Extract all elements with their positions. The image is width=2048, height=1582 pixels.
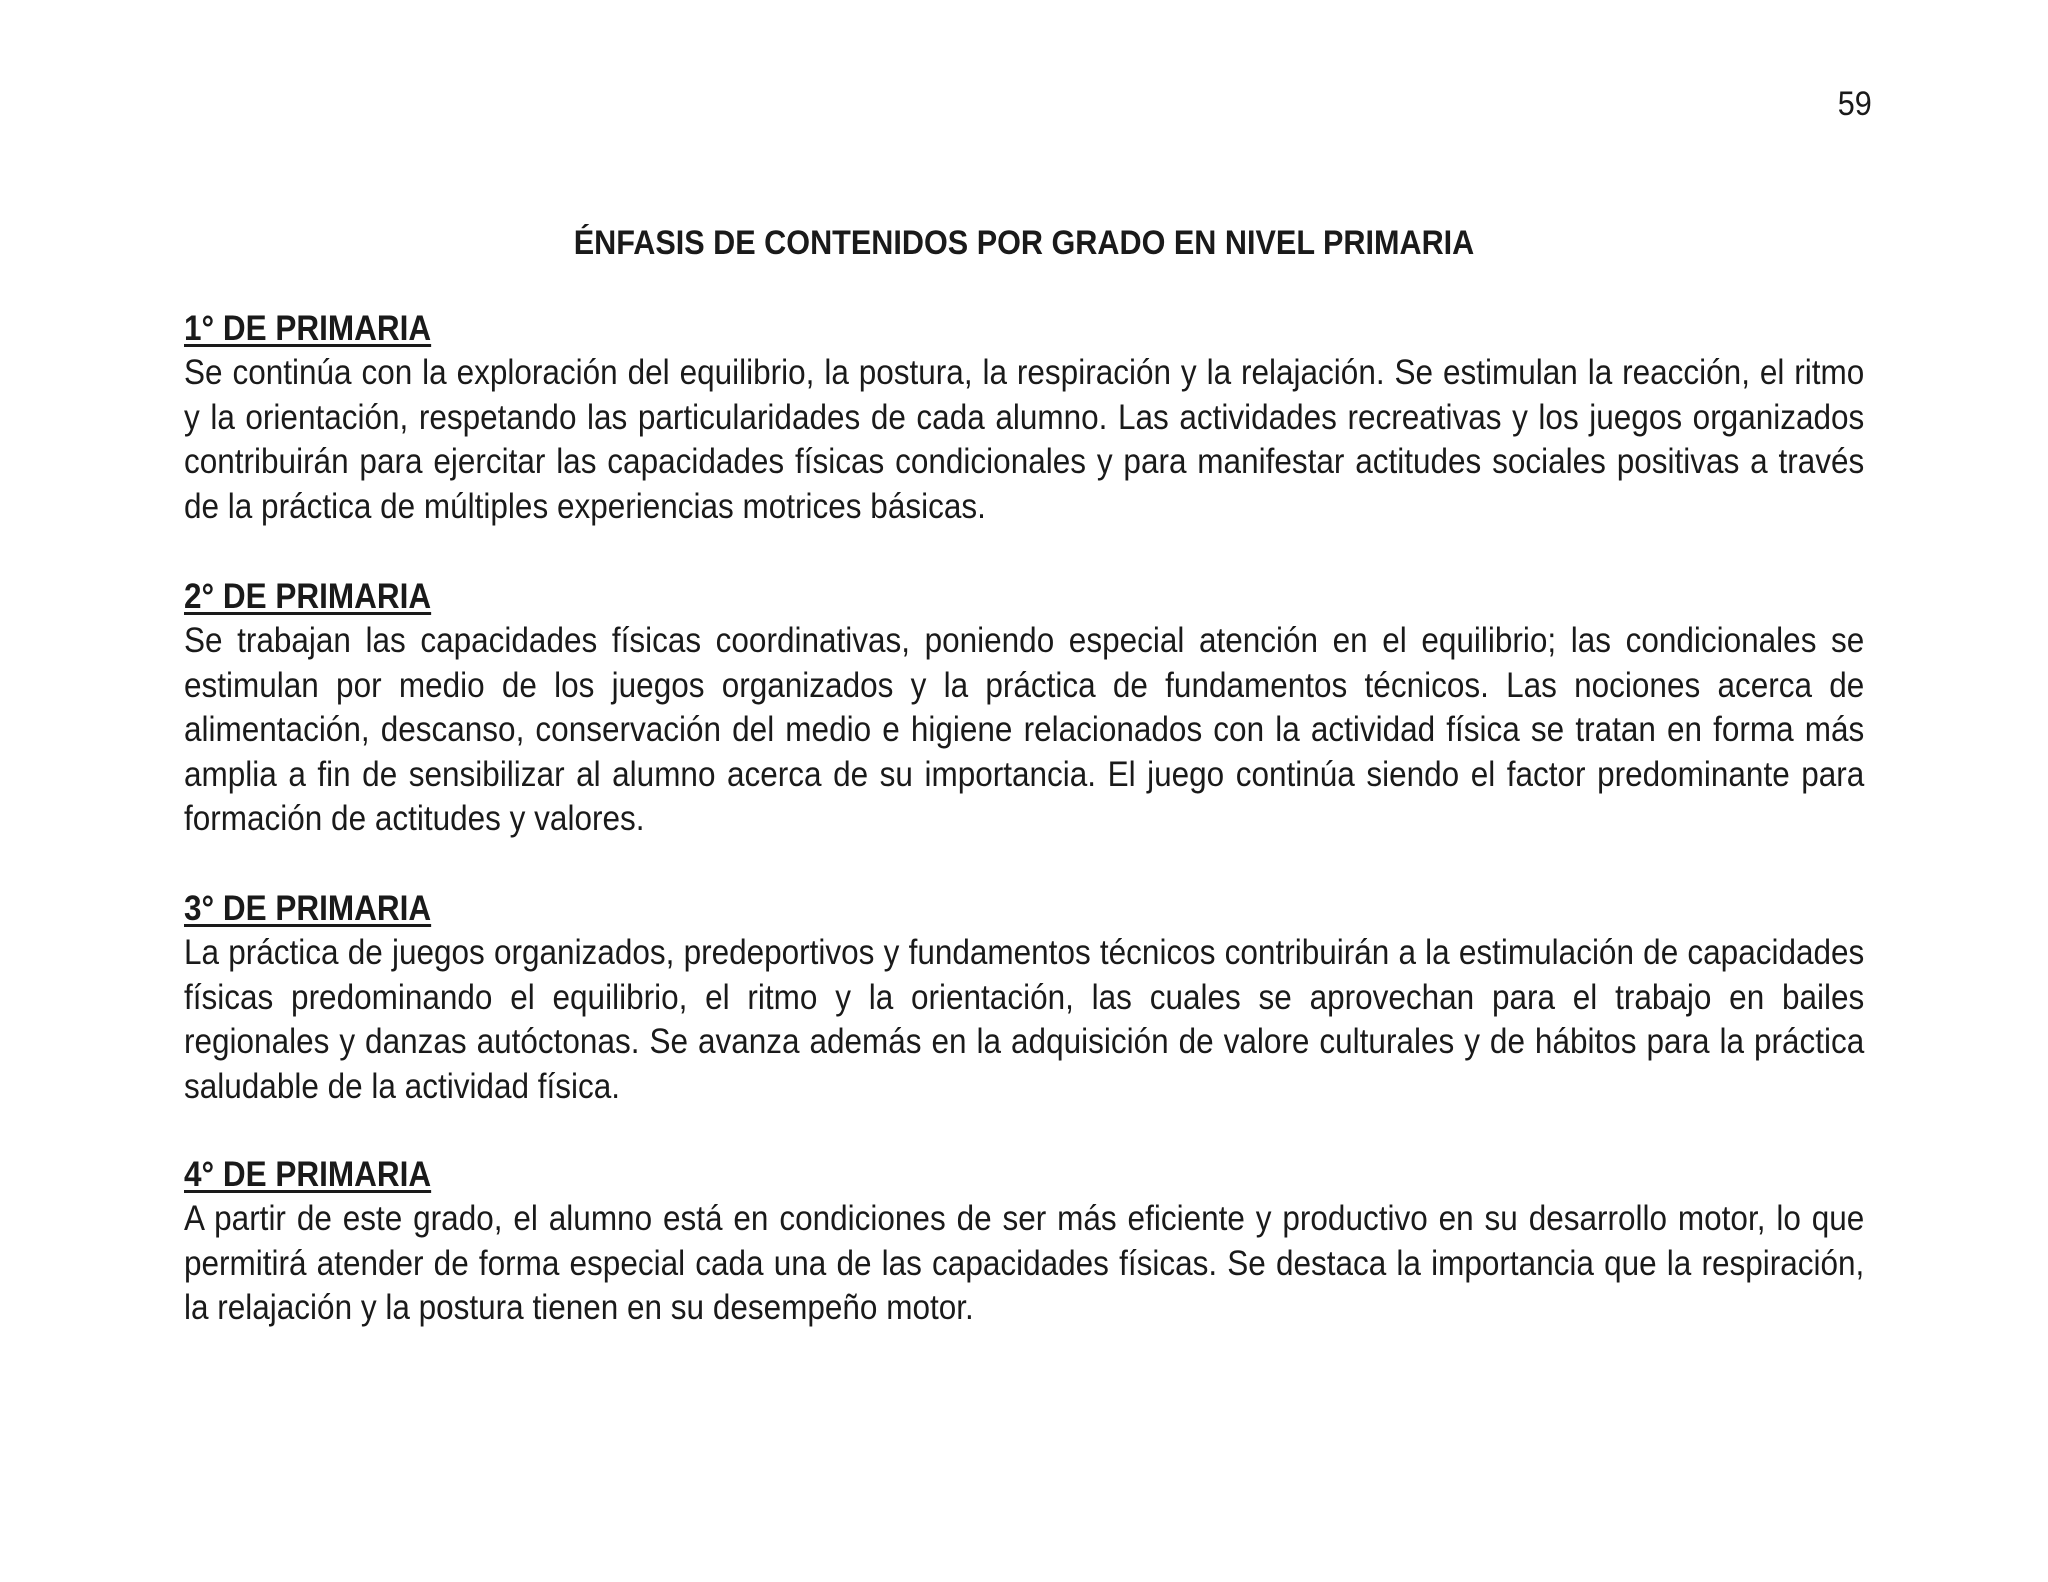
section-heading: 3° DE PRIMARIA (184, 889, 432, 928)
section-grade-1 (184, 307, 1864, 529)
page-title: ÉNFASIS DE CONTENIDOS POR GRADO EN NIVEL PRIMARIA (573, 224, 1475, 262)
section-paragraph: Se continúa con la exploración del equilibrio, la postura, la respiración y la relajación. Se estimulan la reacción, el ritmo y la orientación, respetando las particularidades de cada alumno. Las actividades recreativas y los juegos organizados contribuirán para ejercitar las capacidades físicas condicionales y para manifestar actitudes sociales positivas a través de la práctica de múltiples experiencias motrices básicas. (184, 353, 1865, 526)
section-heading: 2° DE PRIMARIA (184, 577, 432, 616)
section-paragraph: A partir de este grado, el alumno está en condiciones de ser más eficiente y productivo en su desarrollo motor, lo que permitirá atender de forma especial cada una de las capacidades físicas. Se destaca la importancia que la respiración, la relajación y la postura tienen en su desempeño motor. (184, 1199, 1865, 1327)
section-heading: 4° DE PRIMARIA (184, 1155, 432, 1194)
section-grade-4 (184, 1153, 1864, 1331)
section-grade-3 (184, 887, 1864, 1109)
section-paragraph: Se trabajan las capacidades físicas coordinativas, poniendo especial atención en el equilibrio; las condicionales se estimulan por medio de los juegos organizados y la práctica de fundamentos técnicos. Las nociones acerca de alimentación, descanso, conservación del medio e higiene relacionados con la actividad física se tratan en forma más amplia a fin de sensibilizar al alumno acerca de su importancia. El juego continúa siendo el factor predominante para formación de actitudes y valores. (184, 621, 1865, 838)
page-number: 59 (1837, 85, 1872, 123)
section-heading: 1° DE PRIMARIA (184, 309, 432, 348)
section-paragraph: La práctica de juegos organizados, predeportivos y fundamentos técnicos contribuirán a la estimulación de capacidades físicas predominando el equilibrio, el ritmo y la orientación, las cuales se aprovechan para el trabajo en bailes regionales y danzas autóctonas. Se avanza además en la adquisición de valore culturales y de hábitos para la práctica saludable de la actividad física. (184, 933, 1865, 1106)
section-grade-2 (184, 575, 1864, 842)
